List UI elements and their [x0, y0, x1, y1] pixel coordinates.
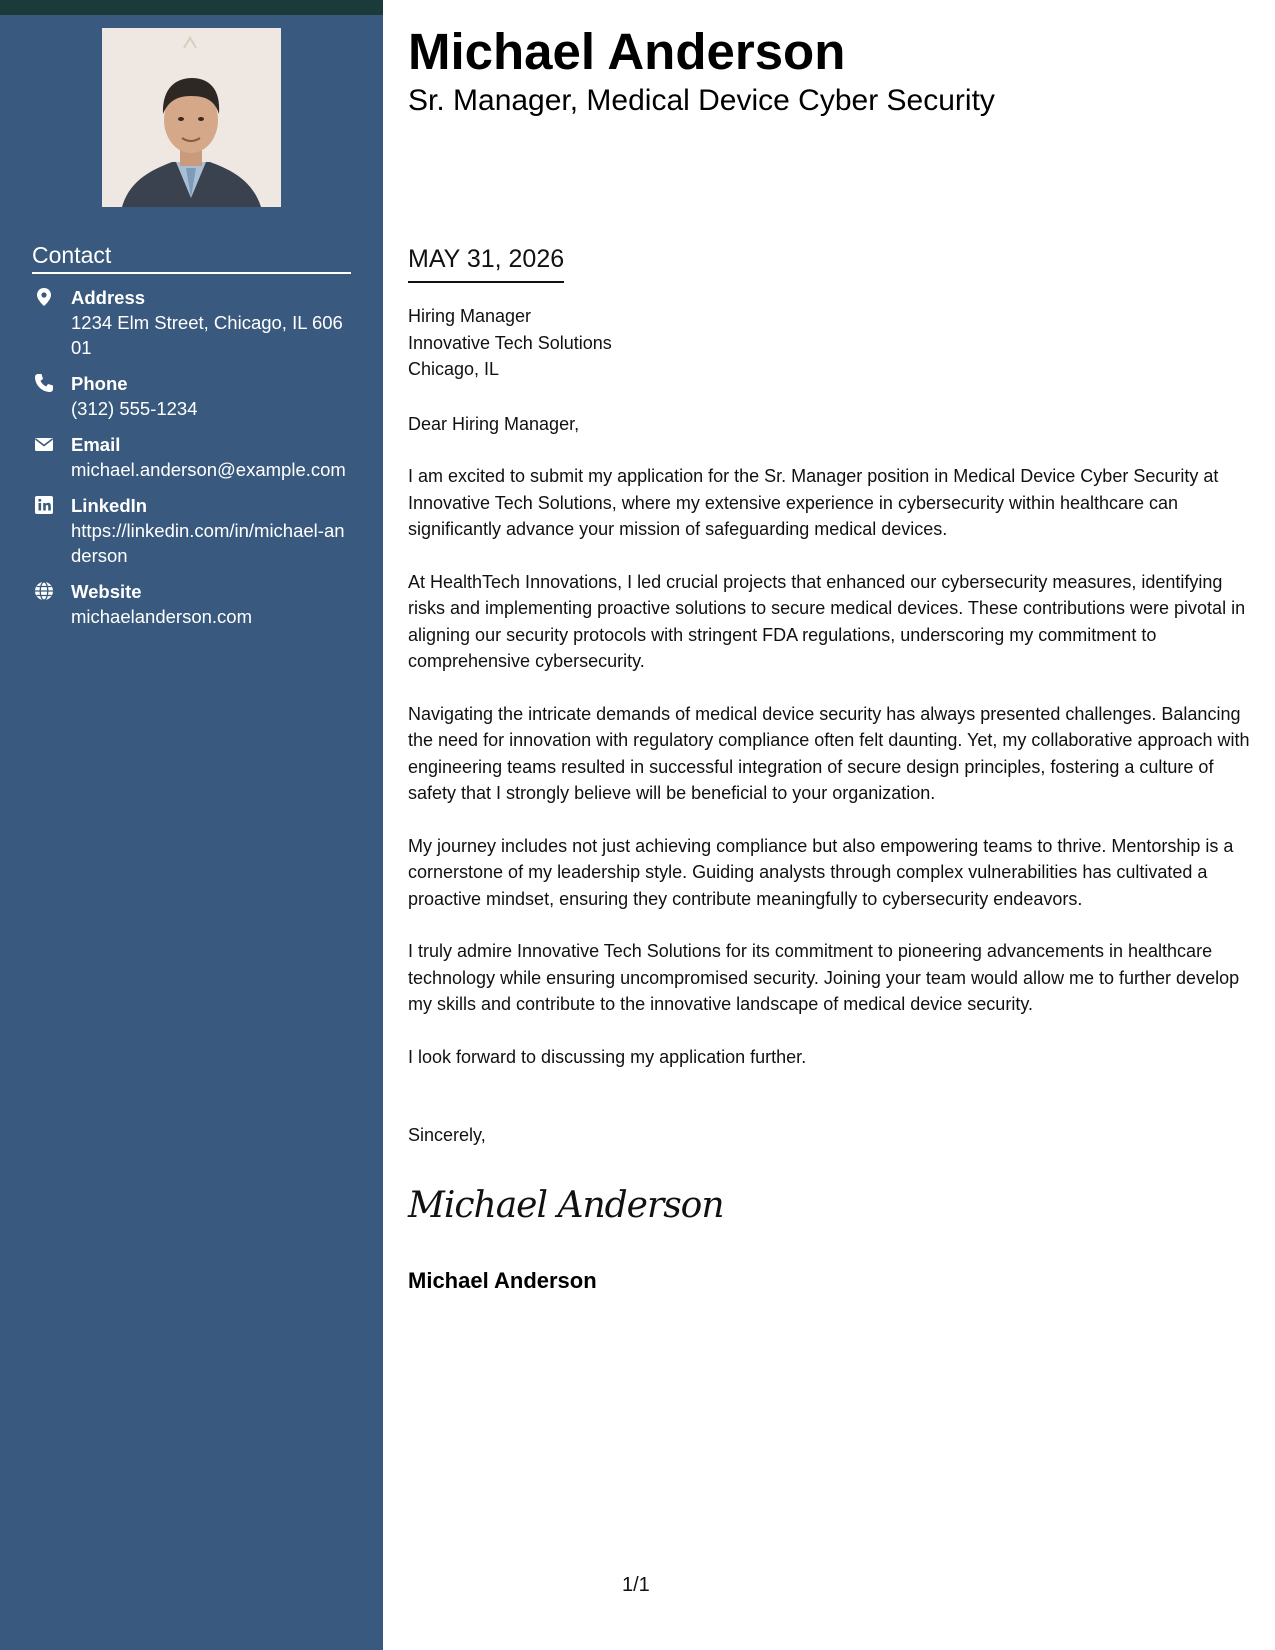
contact-item-linkedin [32, 493, 352, 568]
body-paragraph: I truly admire Innovative Tech Solutions for its commitment to pioneering advancements in healthcare technology while ensuring uncompromised security. Joining your team would allow me to further develop my skills and contribute to the innovative landscape of medical device security. [408, 941, 1240, 1014]
contact-label: Address [71, 287, 146, 308]
contact-label: Phone [71, 373, 128, 394]
letter-date: MAY 31, 2026 [408, 243, 564, 283]
body-paragraph: My journey includes not just achieving compliance but also empowering teams to thrive. Mentorship is a cornerstone of my leadership style. Guiding analysts through complex vulnerabilities has cultivated a proactive mindset, ensuring they contribute meaningfully to cybersecurity endeavors. [408, 835, 1234, 909]
contact-value[interactable]: michael.anderson@example.com [71, 459, 346, 480]
avatar [102, 28, 281, 207]
closing: Sincerely, [408, 1125, 486, 1145]
envelope-icon [34, 434, 54, 454]
page-number: 1/1 [622, 1574, 650, 1596]
body-paragraph: Navigating the intricate demands of medical device security has always presented challenges. Balancing the need for innovation with regulatory compliance often felt daunting. Yet, my collaborative approach with engineering teams resulted in successful integration of secure design principles, fostering a culture of safety that I strongly believe will be beneficial to your organization. [408, 703, 1250, 803]
recipient-block [408, 303, 612, 383]
contact-item-phone [32, 371, 352, 421]
contact-label: LinkedIn [71, 495, 148, 516]
handwritten-signature: Michael Anderson [408, 1185, 724, 1226]
contact-heading: Contact [32, 240, 351, 274]
contact-item-address [32, 285, 352, 360]
body-paragraph: I am excited to submit my application for the Sr. Manager position in Medical Device Cyber Security at Innovative Tech Solutions, where my extensive experience in cybersecurity within healthcare can significantly advance your mission of safeguarding medical devices. [408, 466, 1219, 539]
salutation: Dear Hiring Manager, [408, 414, 580, 434]
linkedin-icon [34, 495, 54, 515]
map-pin-icon [34, 287, 54, 307]
recipient-location: Chicago, IL [408, 359, 500, 379]
globe-icon [34, 581, 54, 601]
signed-name: Michael Anderson [408, 1268, 597, 1293]
sidebar [0, 0, 383, 1650]
applicant-name: Michael Anderson [408, 23, 846, 80]
job-title: Sr. Manager, Medical Device Cyber Security [408, 84, 995, 117]
contact-value: (312) 555-1234 [71, 398, 198, 419]
contact-list [32, 285, 352, 640]
contact-value[interactable]: michaelanderson.com [71, 606, 252, 627]
contact-item-email [32, 432, 352, 482]
contact-label: Email [71, 434, 121, 455]
body-paragraph: At HealthTech Innovations, I led crucial projects that enhanced our cybersecurity measures, identifying risks and implementing proactive solutions to secure medical devices. These contributions were pivotal in aligning our security protocols with stringent FDA regulations, underscoring my commitment to comprehensive cybersecurity. [408, 571, 1246, 671]
phone-icon [34, 373, 54, 393]
recipient-name: Hiring Manager [408, 306, 532, 326]
contact-value: 1234 Elm Street, Chicago, IL 60601 [71, 312, 343, 358]
contact-value[interactable]: https://linkedin.com/in/michael-anderson [71, 520, 345, 566]
contact-label: Website [71, 581, 142, 602]
body-paragraph: I look forward to discussing my application further. [408, 1046, 807, 1067]
contact-item-website [32, 579, 352, 629]
sidebar-top-bar [0, 0, 383, 15]
recipient-company: Innovative Tech Solutions [408, 332, 612, 353]
letter-body [408, 463, 1253, 1096]
